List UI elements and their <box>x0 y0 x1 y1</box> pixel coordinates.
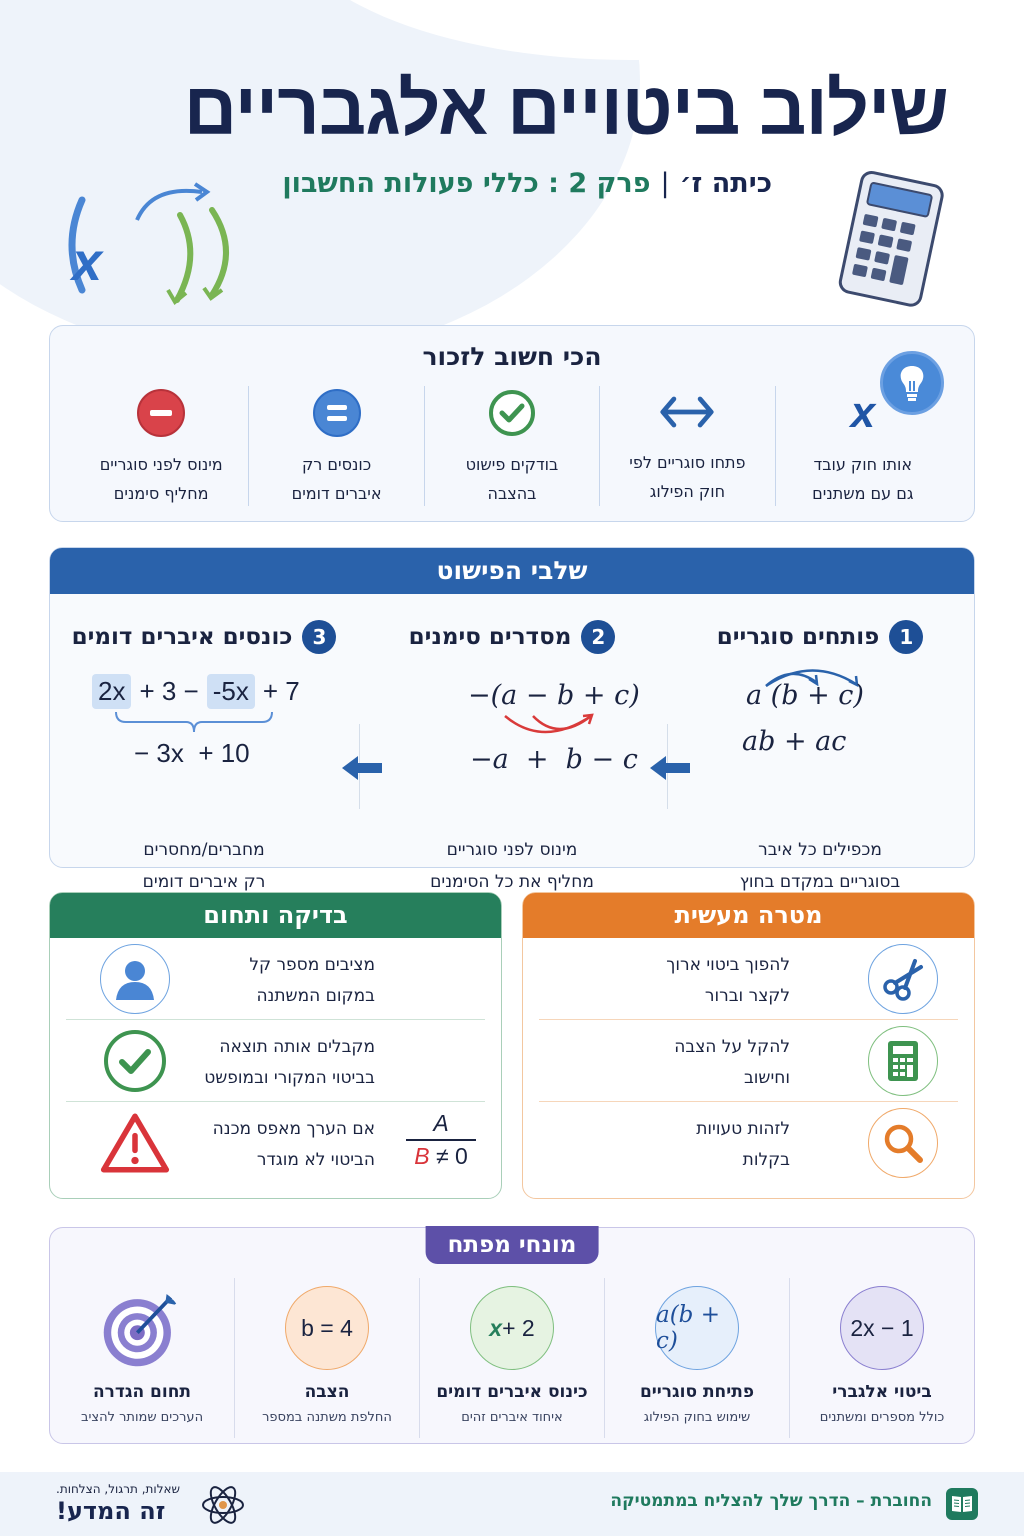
expression-before: −(a − b + c) <box>468 680 640 711</box>
key-terms-title: מונחי מפתח <box>426 1226 599 1264</box>
key-terms-row <box>50 1278 974 1438</box>
book-icon <box>946 1488 978 1520</box>
brand-name: זה המדע! <box>56 1497 166 1525</box>
remember-item <box>248 386 423 506</box>
simplification-steps-panel <box>49 547 975 892</box>
term-description: שימוש בחוק הפילוג <box>643 1410 751 1425</box>
term-description: איחוד איברים זהים <box>461 1410 563 1425</box>
term-name: תחום הגדרה <box>92 1382 192 1402</box>
sign-flip-arrows-icon <box>503 712 603 740</box>
step-number-badge: 1 <box>889 620 923 654</box>
term-circle: a(b + c) <box>655 1286 739 1370</box>
calculator-icon <box>868 1026 938 1096</box>
grade-label: כיתה ז׳ <box>679 168 772 199</box>
page-title: שילוב ביטויים אלגבריים <box>183 67 948 150</box>
step-math <box>50 676 358 800</box>
check-row <box>66 938 485 1020</box>
term-substitution <box>234 1278 419 1438</box>
check-circle-icon <box>484 388 540 438</box>
check-text: אם הערך מאפס מכנה הביטוי לא מוגדר <box>212 1119 375 1170</box>
subtitle <box>282 168 772 199</box>
remember-item <box>74 386 248 506</box>
check-row <box>66 1102 485 1184</box>
remember-item-text: בודקים פישוט בהצבה <box>465 455 559 503</box>
steps-row <box>50 594 974 892</box>
step-math <box>666 680 974 800</box>
steps-header: שלבי הפישוט <box>50 548 974 594</box>
remember-item <box>599 386 774 506</box>
remember-item <box>424 386 599 506</box>
remember-item-text: פתחו סוגריים לפי חוק הפילוג <box>629 453 746 501</box>
warning-icon <box>100 1108 170 1178</box>
like-term-highlight: -5x <box>207 674 255 709</box>
parentheses-x-icon <box>62 180 252 310</box>
remember-item-text: אותו חוק עובד גם עם משתנים <box>812 455 914 503</box>
goal-text: לזהות טעויות בקלות <box>696 1119 790 1170</box>
goal-header: מטרה מעשית <box>523 893 974 938</box>
term-description: הערכים שמותר להציב <box>80 1410 204 1425</box>
grouping-brace-icon <box>114 710 274 734</box>
target-icon <box>100 1286 184 1370</box>
minus-circle-icon <box>133 388 189 438</box>
step-math <box>358 680 666 800</box>
step-title: 3 כונסים איברים דומים <box>50 620 358 654</box>
term-circle: 2x − 1 <box>840 1286 924 1370</box>
term-circle: x + 2 <box>470 1286 554 1370</box>
footer-tagline: החוברת – הדרך שלך להצליח במתמטיקה <box>610 1491 932 1511</box>
term-description: כולל מספרים ומשתנים <box>819 1410 945 1425</box>
step-title: 2 מסדרים סימנים <box>358 620 666 654</box>
remember-item-text: מינוס לפני סוגריים מחליף סימנים <box>99 455 223 503</box>
atom-icon <box>200 1482 246 1528</box>
remember-item <box>775 386 950 506</box>
like-term-highlight: 2x <box>92 674 131 709</box>
goal-row <box>539 938 958 1020</box>
expression-result: − 3x + 10 <box>134 738 250 768</box>
expression-before: a (b + c) <box>746 680 864 711</box>
equals-circle-icon <box>309 388 365 438</box>
double-arrow-icon <box>659 388 715 436</box>
step-number-badge: 2 <box>581 620 615 654</box>
step-combine-like-terms <box>50 594 358 892</box>
check-row <box>66 1020 485 1102</box>
scissors-icon <box>868 944 938 1014</box>
remember-title: הכי חשוב לזכור <box>422 342 602 371</box>
term-opening-brackets <box>604 1278 789 1438</box>
check-header: בדיקה ותחום <box>50 893 501 938</box>
footer <box>0 1472 1024 1536</box>
term-domain <box>50 1278 234 1438</box>
step-arrange-signs <box>358 594 666 892</box>
goal-text: להקל על הצבה וחישוב <box>674 1037 790 1088</box>
svg-text:x: x <box>71 232 102 292</box>
check-text: מקבלים אותה תוצאה בביטוי המקורי ובמופשט <box>204 1037 375 1088</box>
like-terms-expression: 2x + 3 − -5x + 7 <box>92 674 300 709</box>
step-description: מינוס לפני סוגריים מחליף את כל הסימנים <box>430 840 594 892</box>
key-terms-panel <box>49 1227 975 1444</box>
term-combine-like-terms <box>419 1278 604 1438</box>
variable-x-icon: x <box>850 388 876 437</box>
expression-after: −a + b − c <box>470 744 638 775</box>
step-description: מחברים/מחסרים רק איברים דומים <box>142 840 266 892</box>
person-icon <box>100 944 170 1014</box>
step-title: 1 פותחים סוגריים <box>666 620 974 654</box>
goal-row <box>539 1020 958 1102</box>
remember-item-text: כונסים רק איברים דומים <box>291 455 382 503</box>
check-text: מציבים מספר קל במקום המשתנה <box>249 955 375 1006</box>
term-description: החלפת משתנה במספר <box>262 1410 392 1425</box>
term-name: פתיחת סוגריים <box>639 1382 755 1402</box>
check-and-domain-panel <box>49 892 502 1199</box>
goal-row <box>539 1102 958 1184</box>
calculator-icon <box>836 170 948 310</box>
magnifier-icon <box>868 1108 938 1178</box>
step-open-brackets <box>666 594 974 892</box>
remember-items <box>74 386 950 506</box>
expression-after: ab + ac <box>742 726 847 757</box>
brand-subtitle: שאלות, תרגול, הצלחות. <box>56 1482 181 1496</box>
step-number-badge: 3 <box>302 620 336 654</box>
step-description: מכפילים כל איבר בסוגריים במקדם בחוץ <box>739 840 901 892</box>
check-circle-icon <box>100 1026 170 1096</box>
term-circle: b = 4 <box>285 1286 369 1370</box>
fraction-condition: A B ≠ 0 <box>406 1110 476 1170</box>
term-name: ביטוי אלגברי <box>832 1382 932 1402</box>
chapter-label: פרק 2 : כללי פעולות החשבון <box>282 168 651 199</box>
term-name: הצבה <box>304 1382 350 1402</box>
goal-text: להפוך ביטוי ארוך לקצר וברור <box>666 955 790 1006</box>
subtitle-separator: | <box>660 168 670 199</box>
term-name: כינוס איברים דומים <box>436 1382 588 1402</box>
remember-panel <box>49 325 975 522</box>
practical-goal-panel <box>522 892 975 1199</box>
term-algebraic-expression <box>789 1278 974 1438</box>
